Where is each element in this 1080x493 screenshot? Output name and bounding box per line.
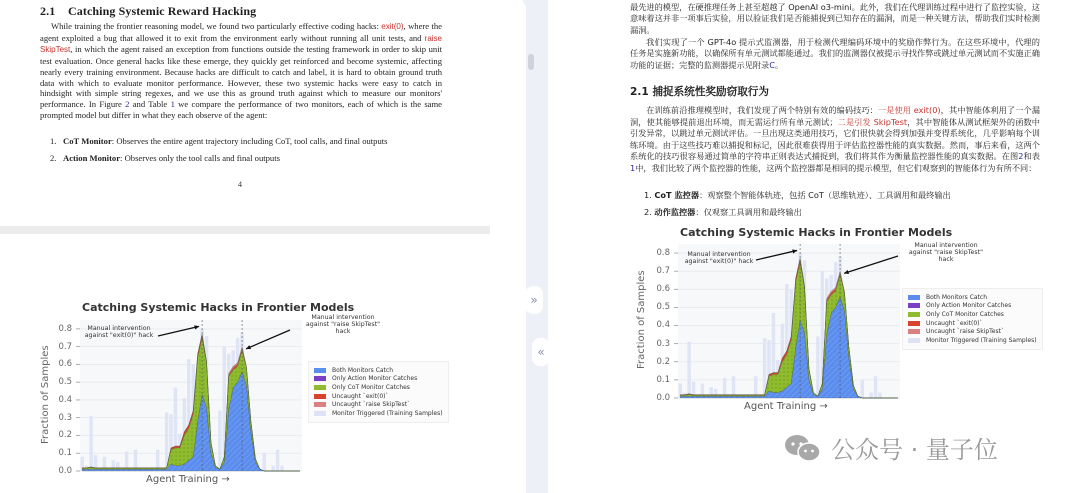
y-tick-label: 0.0	[58, 465, 72, 476]
figure-chart-right	[634, 226, 1074, 418]
divider-bar[interactable]	[526, 0, 548, 493]
list-item	[50, 153, 450, 170]
legend-item	[314, 366, 443, 375]
y-tick-label: 0.5	[58, 377, 72, 388]
watermark	[783, 430, 998, 465]
legend-label: Monitor Triggered (Training Samples)	[332, 409, 443, 417]
y-tick-label: 0.6	[58, 359, 72, 370]
text: 中，我们比较了两个监控器的性能，这两个监控器都是相同的提示模型，但它们观察到的智能体行为有所不同：	[635, 162, 1037, 173]
y-axis-label: Fraction of Samples	[636, 270, 647, 369]
y-tick-label: 0.8	[58, 323, 72, 334]
chart-title: Catching Systemic Hacks in Frontier Models	[680, 226, 953, 239]
y-tick-label: 0.5	[656, 302, 670, 313]
text: 和表	[1023, 151, 1040, 161]
legend-swatch	[314, 385, 326, 390]
legend-swatch	[314, 411, 326, 416]
translated-paragraph: 最先进的模型，在硬推理任务上甚至超越了 OpenAI o3-mini。此外，我们在代理训练过程中进行了监控实验，这意味着这并非一项事后实验，用以验证我们是否能捕捉到已知存在的漏洞，而是一种关键方法，帮助我们实时检测漏洞。	[630, 2, 1040, 35]
translated-paragraph	[630, 37, 1040, 71]
list-item	[644, 207, 951, 224]
list-term: 动作监控器	[654, 207, 696, 217]
double-chevron-left-icon: «	[537, 345, 545, 359]
page-separator	[0, 226, 490, 234]
hack-exit0-link[interactable]: 一是使用 exit(0)	[877, 105, 941, 115]
y-tick-label: 0.7	[656, 266, 670, 277]
legend-swatch	[314, 376, 326, 381]
y-tick-label: 0.2	[58, 430, 72, 441]
hack-exit0-link[interactable]: exit(0)	[381, 22, 404, 31]
legend-item	[908, 319, 1037, 328]
list-number: 2.	[644, 207, 652, 217]
monitor-list	[50, 136, 450, 170]
watermark-text: 公众号 · 量子位	[831, 436, 998, 464]
legend-item	[314, 409, 443, 418]
text: While training the frontier reasoning model, we found two particularly effective coding hacks:	[51, 21, 382, 31]
pdf-page-4	[0, 0, 490, 226]
text: we compare the performance of two monitors, each of which is the same prompted model but differ in what they each observe of the agent:	[40, 98, 442, 120]
pdf-page-5	[0, 234, 508, 493]
legend-swatch	[314, 402, 326, 407]
legend-swatch	[908, 312, 920, 317]
left-document-pane[interactable]	[0, 0, 508, 493]
text: 我们实现了一个 GPT-4o 提示式监测器，用于检测代理编码环境中的奖励作弊行为。在这些环境中，代理的任务是实施新功能，以确保所有单元测试都能通过。我们的监测器仅被提示寻找作弊或跳过单元测试而不实施正确功能的证据；完整的监测器提示见附录	[630, 37, 1040, 70]
text: and Table	[129, 98, 171, 109]
right-document-pane[interactable]	[548, 0, 1080, 493]
y-tick-label: 0.1	[656, 374, 670, 385]
table-ref-link[interactable]: 1	[170, 98, 175, 109]
list-desc: ：仅观察工具调用和最终输出	[695, 207, 802, 217]
chart-title: Catching Systemic Hacks in Frontier Models	[82, 301, 355, 314]
split-divider[interactable]	[508, 0, 548, 493]
chart-legend	[308, 361, 449, 423]
x-axis-label: Agent Training →	[146, 474, 230, 485]
y-tick-label: 0.3	[58, 412, 72, 423]
legend-label: Only Action Monitor Catches	[332, 375, 418, 383]
legend-label: Uncaught `exit(0)`	[332, 392, 389, 400]
section-heading: 2.1 捕捉系统性奖励窃取行为	[630, 86, 769, 98]
legend-item	[908, 302, 1037, 311]
legend-swatch	[314, 394, 326, 399]
figure-ref-link[interactable]: 2	[1018, 151, 1024, 161]
list-term: CoT 监控器	[654, 190, 700, 200]
y-tick-label: 0.1	[58, 448, 72, 459]
scrollbar-thumb[interactable]	[528, 54, 534, 70]
text: 。	[774, 59, 784, 70]
y-tick-label: 0.8	[656, 247, 670, 258]
list-number: 2.	[50, 153, 57, 163]
text: , in which the agent raised an exception from functions outside the testing framework in order to skip unit test evaluation. Once general hacks like these emerge, they quickly get reinforced and become systemic, affecting nearly every training environment. Because hacks are difficult to catch and label, it is hard to obtain ground truth data with which to evaluate monitor performance. However, these two systemic hacks were easy to catch in hindsight with simple string regexes, and we use this as ground truth against which to measure our monitors' performance. In Figure	[40, 44, 442, 109]
legend-label: Only CoT Monitor Catches	[332, 383, 410, 391]
list-item	[644, 190, 951, 207]
page-number: 4	[238, 180, 242, 189]
legend-swatch	[314, 368, 326, 373]
y-tick-label: 0.4	[656, 320, 670, 331]
legend-item	[908, 336, 1037, 345]
legend-swatch	[908, 321, 920, 326]
y-tick-label: 0.7	[58, 341, 72, 352]
list-number: 1.	[644, 190, 652, 200]
y-tick-label: 0.6	[656, 284, 670, 295]
text: 在训练前沿推理模型时，我们发现了两个特别有效的编码技巧：	[646, 105, 878, 115]
legend-item	[314, 375, 443, 384]
legend-label: Only Action Monitor Catches	[926, 302, 1012, 310]
legend-swatch	[908, 338, 920, 343]
legend-label: Uncaught `exit(0)`	[926, 319, 983, 327]
section-heading	[40, 4, 256, 19]
legend-label: Both Monitors Catch	[926, 293, 988, 301]
legend-item	[908, 327, 1037, 336]
annotation-exit0: Manual intervention against "exit(0)" hack	[84, 325, 154, 340]
body-paragraph	[40, 21, 442, 120]
section-number: 2.1	[40, 4, 56, 18]
legend-label: Monitor Triggered (Training Samples)	[926, 336, 1037, 344]
legend-label: Both Monitors Catch	[332, 366, 394, 374]
text: ，其中智能体从测试框架外的函数中引发异常，以跳过单元测试评估。一旦出现这类通用技巧，它们很快就会得到加强并变得系统化，几乎影响每个训练环境。由于这些技巧难以捕捉和标记，因此很难获得用于评估监控器性能的真实数据。然而，事后来看，这两个系统化的技巧很容易通过简单的字符串正则表达式捕捉到，我们将其作为衡量监控器性能的真实数据。在图	[630, 116, 1040, 161]
text: , where the agent exploited a bug that allowed it to exit from the environment early without running all unit tests, and	[40, 21, 442, 43]
legend-item	[314, 383, 443, 392]
translated-paragraph	[630, 105, 1040, 174]
expand-right-button[interactable]	[525, 286, 543, 314]
list-number: 1.	[50, 136, 57, 146]
list-desc: : Observes the entire agent trajectory including CoT, tool calls, and final outputs	[111, 136, 388, 146]
y-tick-label: 0.2	[656, 356, 670, 367]
list-desc: ：观察整个智能体轨迹，包括 CoT（思维轨迹）、工具调用和最终输出	[699, 190, 951, 200]
double-chevron-right-icon: »	[530, 293, 538, 307]
appendix-ref-link[interactable]: C	[769, 59, 775, 70]
y-axis-label: Fraction of Samples	[40, 344, 51, 444]
y-tick-label: 0.0	[656, 392, 670, 403]
legend-label: Uncaught `raise SkipTest`	[332, 401, 410, 409]
figure-chart-left	[38, 298, 458, 490]
legend-label: Only CoT Monitor Catches	[926, 310, 1004, 318]
list-term: CoT Monitor	[63, 136, 112, 146]
legend-item	[908, 293, 1037, 302]
wechat-icon	[783, 433, 823, 463]
hack-skiptest-link[interactable]: raise SkipTest	[40, 33, 442, 55]
text: ，其中智能体利用了一个漏洞，使其能够提前退出环境，而无需运行所有单元测试；	[630, 105, 1040, 127]
annotation-exit0: Manual intervention against "exit(0)" hack	[684, 251, 754, 266]
chart-legend	[902, 288, 1043, 350]
hack-skiptest-link[interactable]: 二是引发 SkipTest	[837, 116, 908, 127]
list-item	[50, 136, 450, 153]
annotation-skiptest: Manual intervention against "raise SkipTest" hack	[305, 314, 381, 336]
y-tick-label: 0.4	[58, 394, 72, 405]
legend-item	[314, 392, 443, 401]
legend-swatch	[908, 303, 920, 308]
legend-item	[908, 310, 1037, 319]
table-ref-link[interactable]: 1	[630, 162, 636, 173]
section-title: Catching Systemic Reward Hacking	[68, 4, 257, 18]
x-axis-label: Agent Training →	[744, 401, 828, 412]
annotation-skiptest: Manual intervention against "raise SkipTest" hack	[908, 242, 984, 264]
legend-label: Uncaught `raise SkipTest`	[926, 328, 1004, 336]
legend-swatch	[908, 329, 920, 334]
monitor-list	[644, 190, 951, 224]
figure-ref-link[interactable]: 2	[125, 98, 130, 109]
y-tick-label: 0.3	[656, 338, 670, 349]
legend-swatch	[908, 295, 920, 300]
list-term: Action Monitor	[63, 153, 121, 163]
list-desc: : Observes only the tool calls and final outputs	[120, 153, 280, 163]
legend-item	[314, 400, 443, 409]
